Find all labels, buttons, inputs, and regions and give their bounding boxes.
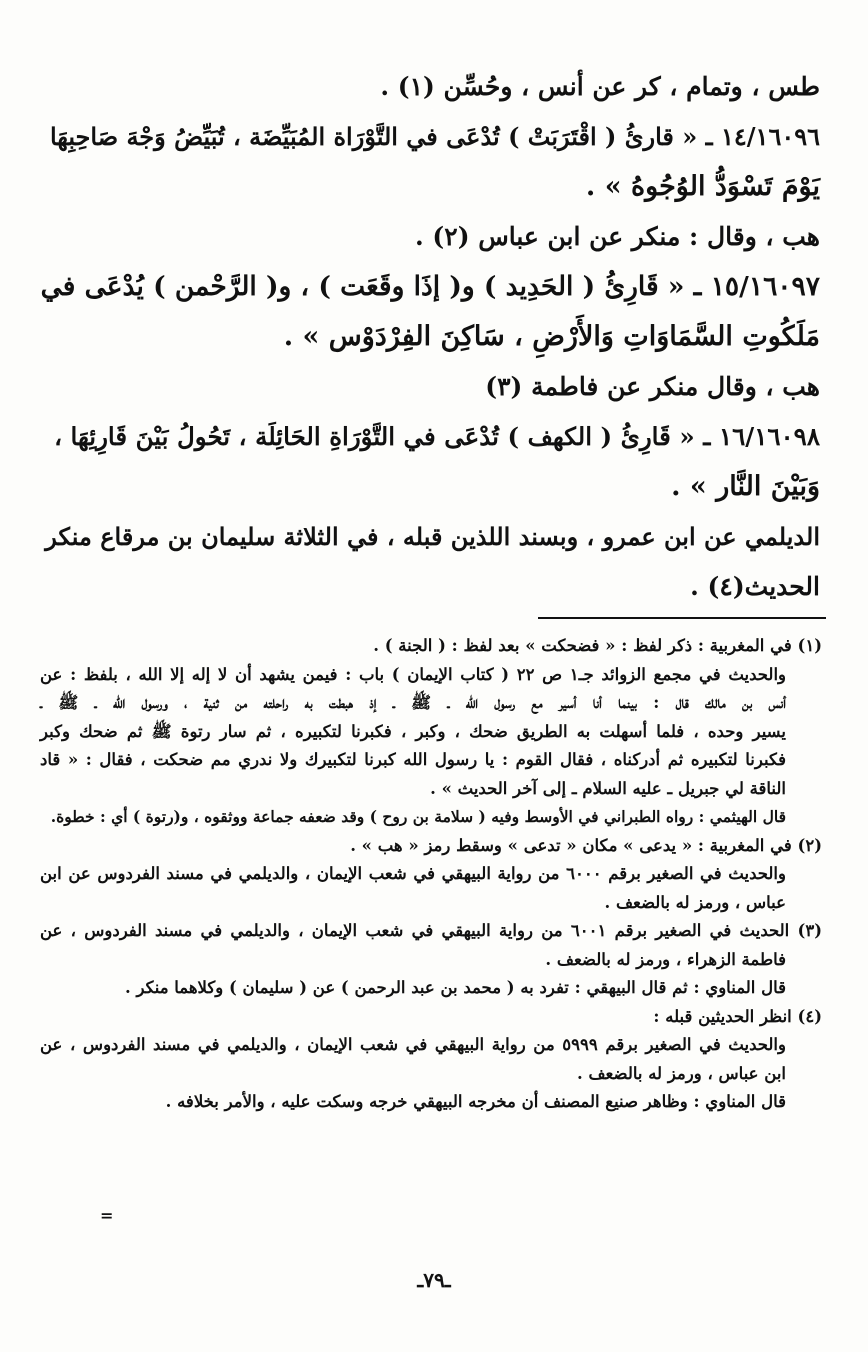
text-line: طس ، وتمام ، كر عن أنس ، وحُسِّن (١) . (380, 72, 820, 101)
footnote-line: يسير وحده ، فلما أسهلت به الطريق ضحك ، وكبر ، فكبرنا لتكبيره ، ثم سار رتوة ﷺ ثم ضحك وكبر (40, 721, 786, 741)
page-number: ـ٧٩ـ (417, 1268, 451, 1292)
footnote-start: (٤) انظر الحديثين قبله : (653, 1006, 822, 1026)
footnote-divider (538, 617, 826, 619)
hadith-line: وَبَيْنَ النَّار » . (671, 471, 820, 502)
footnote-line: والحديث في الصغير برقم ٦٠٠٠ من رواية البيهقي في شعب الإيمان ، والديلمي في مسند الفردوس عن ابن (40, 864, 786, 883)
footnote-line: والحديث في الصغير برقم ٥٩٩٩ من رواية البيهقي في شعب الإيمان ، والديلمي في مسند الفردوس ، عن (40, 1035, 786, 1054)
main-text (40, 62, 820, 612)
footnote-line: فكبرنا لتكبيره ثم أدركناه ، فقال القوم : يا رسول الله كبرنا لتكبيرك ولا ندري مم ضحكت ، فقال : « قاد (40, 750, 786, 769)
hadith-line: ١٥/١٦٠٩٧ ـ « قَارِئُ ( الحَدِيد ) و( إذَا وقَعَت ) ، و( الرَّحْمن ) يُدْعَى في (40, 271, 820, 302)
footnote-line: فاطمة الزهراء ، ورمز له بالضعف . (545, 949, 786, 969)
continuation-mark: = (100, 1206, 114, 1225)
text-line: هب ، وقال : منكر عن ابن عباس (٢) . (415, 222, 820, 251)
footnotes (40, 632, 822, 1117)
footnote-line: والحديث في مجمع الزوائد جـ١ ص ٢٢ ( كتاب الإيمان ) باب : فيمن يشهد أن لا إله إلا الله ، بلفظ : عن (40, 664, 787, 684)
footnote-line: الناقة لي جبريل ـ عليه السلام ـ إلى آخر الحديث » . (430, 778, 786, 798)
footnote-start: (٣) الحديث في الصغير برقم ٦٠٠١ من رواية البيهقي في شعب الإيمان ، والديلمي في مسند الفردوس ، عن (40, 921, 822, 940)
footnote-line: أنس بن مالك قال : بينما أنا أسير مع رسول الله ـ ﷺ ـ إذ هبطت به راحلته من ثنية ، ورسول الله ـ ﷺ ـ (40, 693, 786, 712)
footnote-line: قال الهيثمي : رواه الطبراني في الأوسط وفيه ( سلامة بن روح ) وقد ضعفه جماعة ووثقوه ، و(رتوة ) أي : خطوة. (50, 807, 786, 826)
hadith-line: يَوْمَ تَسْوَدُّ الوُجُوهُ » . (585, 171, 820, 202)
footnote-line: ابن عباس ، ورمز له بالضعف . (576, 1063, 786, 1083)
footnote-start: (١) في المغربية : ذكر لفظ : « فضحكت » بعد لفظ : ( الجنة ) . (373, 636, 822, 655)
hadith-line: مَلَكُوتِ السَّمَاوَاتِ وَالأَرْضِ ، سَاكِنَ الفِرْدَوْس » . (283, 321, 820, 352)
hadith-line: ١٤/١٦٠٩٦ ـ « قارئُ ( اقْتَرَبَتْ ) تُدْعَى في التَّوْرَاة المُبَيِّضَة ، تُبَيِّضُ وَجْهَ صَاحِبِهَا (49, 122, 820, 151)
text-line: الحديث(٤) . (690, 572, 820, 601)
text-line: الديلمي عن ابن عمرو ، وبسند اللذين قبله ، في الثلاثة سليمان بن مرقاع منكر (45, 522, 820, 551)
footnote-line: قال المناوي : وظاهر صنيع المصنف أن مخرجه البيهقي خرجه وسكت عليه ، والأمر بخلافه . (165, 1092, 786, 1111)
hadith-line: ١٦/١٦٠٩٨ ـ « قَارِئُ ( الكهف ) تُدْعَى في التَّوْرَاةِ الحَائِلَة ، تَحُولُ بَيْنَ قَارِئِهَا ، (54, 422, 820, 451)
footnote-line: قال المناوي : ثم قال البيهقي : تفرد به ( محمد بن عبد الرحمن ) عن ( سليمان ) وكلاهما منكر . (125, 978, 786, 997)
footnote-start: (٢) في المغربية : « يدعى » مكان « تدعى » وسقط رمز « هب » . (350, 835, 822, 855)
text-line: هب ، وقال منكر عن فاطمة (٣) (485, 372, 820, 401)
footnote-line: عباس ، ورمز له بالضعف . (604, 892, 786, 912)
